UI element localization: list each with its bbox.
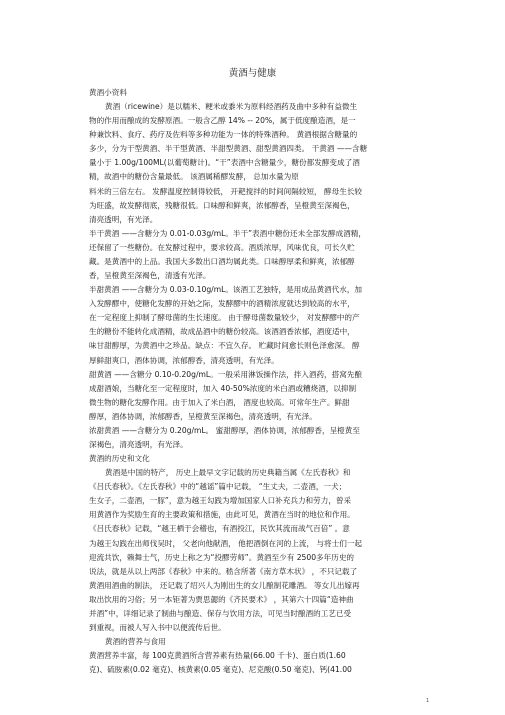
- text-line: 多少，分为干型黄酒、半干型黄酒、半甜型黄酒、甜型黄酒四类。 干黄酒 ——含糖: [89, 144, 368, 154]
- text-line: 厚鲜甜爽口，酒体协调，浓郁醇香，清亮透明，有光泽。: [89, 355, 279, 365]
- text-line: 种兼饮料、食疗、药疗及佐料等多种功能为一体的特殊酒种。 黄酒根据含糖量的: [89, 130, 358, 140]
- text-line: 黄酒（ricewine）是以糯米、粳米或黍米为原料经酒药及曲中多种有益微生: [105, 102, 358, 112]
- text-line: 醇厚，酒体协调，浓郁醇香，呈橙黄至深褐色，清亮透明，有光泽。: [89, 411, 317, 421]
- text-line: 取出饮用的习俗；另一本钜著为贾思勰的《齐民要术》 ，其第六十四篇“造神曲: [89, 594, 354, 604]
- text-line: 浓甜黄酒 ——含糖分为 0.20g/mL。 蜜甜醇厚，酒体协调，浓郁醇香，呈橙黄至: [89, 425, 360, 435]
- page-title: 黄酒与健康: [228, 68, 277, 79]
- text-line: 用黄酒作为奖励生育的主要政策和措施，由此可见，黄酒在当时的地位和作用。: [89, 510, 355, 520]
- text-line: 精，故酒中的糖份含量最低。 该酒属稀醪发酵， 总加水量为原: [89, 172, 299, 182]
- text-line: 清亮透明，有光泽。: [89, 214, 158, 224]
- text-line: 《吕氏春秋》记载，“越王栖于会稽也，有酒投江，民饮其流而战气百倍” 。意: [89, 524, 350, 534]
- page-number: 1: [426, 698, 430, 704]
- text-line: 味甘甜醇厚，为黄酒中之珍品。缺点：不宜久存。 贮藏时间愈长则色泽愈深。 醇: [89, 341, 360, 351]
- text-line: 半甜黄酒 ——含糖分为 0.03-0.10g/mL。该酒工艺独特，是用成品黄酒代水，加: [89, 285, 363, 295]
- text-line: 黄酒用酒曲的制法， 还记载了绍兴人为刚出生的女儿酿制花雕酒。 等女儿出嫁再: [89, 580, 360, 590]
- text-line: 黄酒是中国的特产， 历史上最早文字记载的历史典籍当属《左氏春秋》和: [105, 468, 351, 478]
- text-line: 黄酒营养丰富，每 100克黄酒所含营养素有热量(66.00 千卡)、蛋白质(1.60: [89, 651, 346, 661]
- text-line: 生女子，二壶酒，一豚”，意为越王勾践为增加国家人口补充兵力和劳力，曾采: [89, 496, 352, 506]
- text-line: 量小于 1.00g/100ML(以葡萄糖计)。“干”表酒中含糖量少，糖份都发酵变成了酒: [89, 158, 360, 168]
- text-line: 克)、硫胺素(0.02 毫克)、核黄素(0.05 毫克)、尼克酸(0.50 毫克)、钙(41.00: [89, 665, 352, 675]
- text-line: 黄酒的营养与食用: [105, 637, 166, 647]
- text-line: 并酒”中，详细记录了制曲与酿造、保存与饮用方法，可见当时酿酒的工艺已受: [89, 608, 352, 618]
- text-line: 说法，就是从以上两部《春秋》中来的。嵇含所著《南方草木状》 ，不只记载了: [89, 566, 358, 576]
- text-line: 生的糖份不能转化成酒精，故成品酒中的糖份较高。该酒酒香浓郁，酒度适中，: [89, 327, 355, 337]
- text-line: 到重视，而被人写入书中以便流传后世。: [89, 623, 226, 633]
- text-line: 藏。是黄酒中的上品。我国大多数出口酒均属此类。口味醇厚柔和鲜爽，浓郁醇: [89, 256, 355, 266]
- text-line: 料米的三倍左右。 发酵温度控制得较低， 开耙搅拌的时间间隔较短， 酵母生长较: [89, 186, 363, 196]
- text-line: 甜黄酒 ——含糖分 0.10-0.20g/mL。一般采用淋饭操作法，拌入酒药，搭窝先酿: [89, 369, 363, 379]
- text-line: 香，呈橙黄至深褐色，清透有光泽。: [89, 271, 211, 281]
- text-line: 微生物的糖化发酵作用。由于加入了米白酒， 酒度也较高。可常年生产。鲜甜: [89, 397, 350, 407]
- text-line: 深褐色，清亮透明，有光泽。: [89, 440, 188, 449]
- text-line: 在一定程度上抑制了酵母菌的生长速度。 由于酵母菌数量较少， 对发酵醪中的产: [89, 313, 360, 323]
- text-line: 还保留了一些糖份。在发酵过程中，要求较高。酒质浓厚，风味优良，可长久贮: [89, 242, 355, 252]
- text-line: 物的作用而酿成的发酵原酒。一般含乙醇 14% -- 20%，属于低度酿造酒，是一: [89, 116, 356, 126]
- text-line: 黄酒小资料: [89, 88, 127, 97]
- text-line: 为旺盛，故发酵彻底，残糖很低。口味醇和鲜爽，浓郁醇香，呈橙黄至深褐色，: [89, 200, 355, 210]
- text-line: 入发酵醪中，使糖化发酵的开始之际，发酵醪中的酒精浓度就达到较高的水平，: [89, 299, 355, 309]
- text-line: 黄酒的历史和文化: [89, 454, 150, 464]
- text-line: 《吕氏春秋》。《左氏春秋》中的“越谣”篇中记载， “生丈夫，二壶酒，一犬；: [89, 482, 347, 492]
- text-line: 迎流共饮，赖舞士气，历史上称之为“投醪劳师”。黄酒至少有 2500多年历史的: [89, 552, 355, 562]
- text-line: 半干黄酒 ——含糖分为 0.01-0.03g/mL。半干”表酒中糖份还未全部发酵成酒精，: [89, 228, 366, 238]
- text-line: 为越王勾践在出师伐吴时， 父老向他献酒， 他把酒倒在河的上流， 与将士们一起: [89, 538, 363, 548]
- text-line: 成甜酒娘，当糖化至一定程度时，加入 40-50%浓度的米白酒或糟烧酒，以抑制: [89, 383, 357, 393]
